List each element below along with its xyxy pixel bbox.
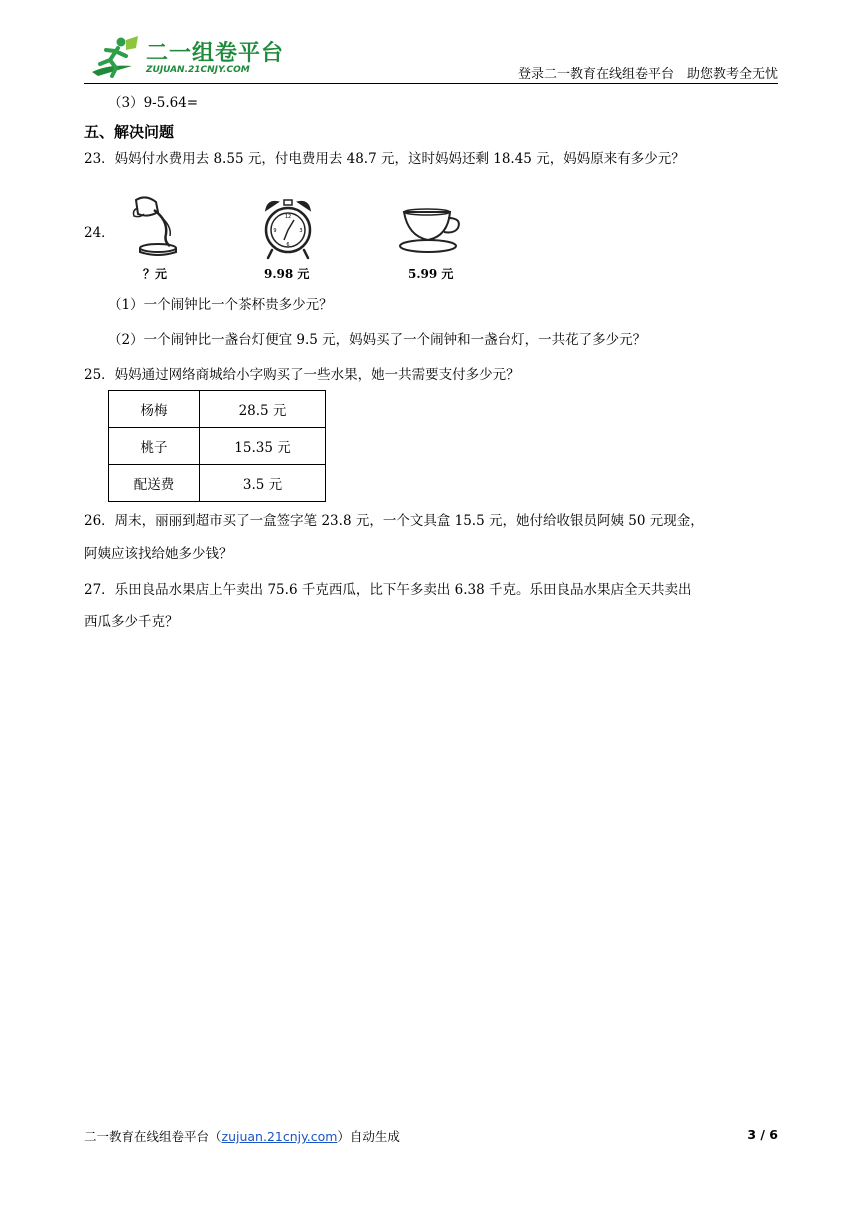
table-cell-price: 28.5 元 bbox=[200, 391, 326, 428]
question-24-part-2: （2）一个闹钟比一盏台灯便宜 9.5 元，妈妈买了一个闹钟和一盏台灯，一共花了多少元？ bbox=[108, 332, 647, 348]
section-heading: 五、解决问题 bbox=[84, 123, 175, 141]
svg-text:3: 3 bbox=[299, 228, 303, 234]
site-logo[interactable] bbox=[88, 34, 285, 80]
question-26-line-1: 26．周末，丽丽到超市买了一盒签字笔 23.8 元，一个文具盒 15.5 元，她付给收银员阿姨 50 元现金， bbox=[84, 513, 704, 529]
svg-text:6: 6 bbox=[286, 242, 290, 248]
question-24-part-1: （1）一个闹钟比一个茶杯贵多少元？ bbox=[108, 297, 333, 313]
question-22-part-3: （3）9-5.64= bbox=[108, 95, 199, 111]
table-cell-item: 桃子 bbox=[109, 428, 200, 465]
logo-title: 二一组卷平台 bbox=[146, 41, 285, 66]
table-cell-item: 配送费 bbox=[109, 465, 200, 502]
question-27-line-1: 27．乐田良品水果店上午卖出 75.6 千克西瓜，比下午多卖出 6.38 千克。乐田良品水果店全天共卖出 bbox=[84, 582, 692, 598]
svg-text:12: 12 bbox=[284, 214, 292, 220]
teacup-icon bbox=[398, 206, 466, 258]
table-cell-price: 3.5 元 bbox=[200, 465, 326, 502]
question-25: 25．妈妈通过网络商城给小字购买了一些水果，她一共需要支付多少元？ bbox=[84, 367, 520, 383]
lamp-price: ？元 bbox=[143, 267, 168, 281]
question-24-number: 24． bbox=[84, 225, 115, 241]
question-26-line-2: 阿姨应该找给她多少钱？ bbox=[84, 546, 233, 562]
table-row bbox=[109, 391, 326, 428]
runner-logo-icon bbox=[88, 34, 144, 80]
footer-link[interactable]: zujuan.21cnjy.com bbox=[221, 1129, 338, 1144]
table-cell-price: 15.35 元 bbox=[200, 428, 326, 465]
question-23: 23．妈妈付水费用去 8.55 元，付电费用去 48.7 元，这时妈妈还剩 18.45 元，妈妈原来有多少元？ bbox=[84, 151, 685, 167]
page-number: 3 / 6 bbox=[747, 1127, 778, 1142]
fruit-price-table bbox=[108, 390, 326, 502]
table-row bbox=[109, 465, 326, 502]
lamp-icon bbox=[128, 196, 184, 258]
teacup-price: 5.99 元 bbox=[408, 267, 454, 281]
table-row bbox=[109, 428, 326, 465]
table-cell-item: 杨梅 bbox=[109, 391, 200, 428]
logo-subtitle: ZUJUAN.21CNJY.COM bbox=[146, 65, 250, 75]
svg-text:9: 9 bbox=[273, 228, 277, 234]
footer-text-before: 二一教育在线组卷平台（ bbox=[84, 1129, 222, 1144]
question-27-line-2: 西瓜多少千克？ bbox=[84, 614, 179, 630]
footer-text-after: ）自动生成 bbox=[337, 1129, 400, 1144]
clock-price: 9.98 元 bbox=[264, 267, 310, 281]
header-slogan: 登录二一教育在线组卷平台 助您教考全无忧 bbox=[517, 67, 778, 82]
alarm-clock-icon bbox=[262, 198, 314, 260]
header-divider bbox=[84, 83, 778, 84]
footer-credit bbox=[84, 1127, 400, 1145]
